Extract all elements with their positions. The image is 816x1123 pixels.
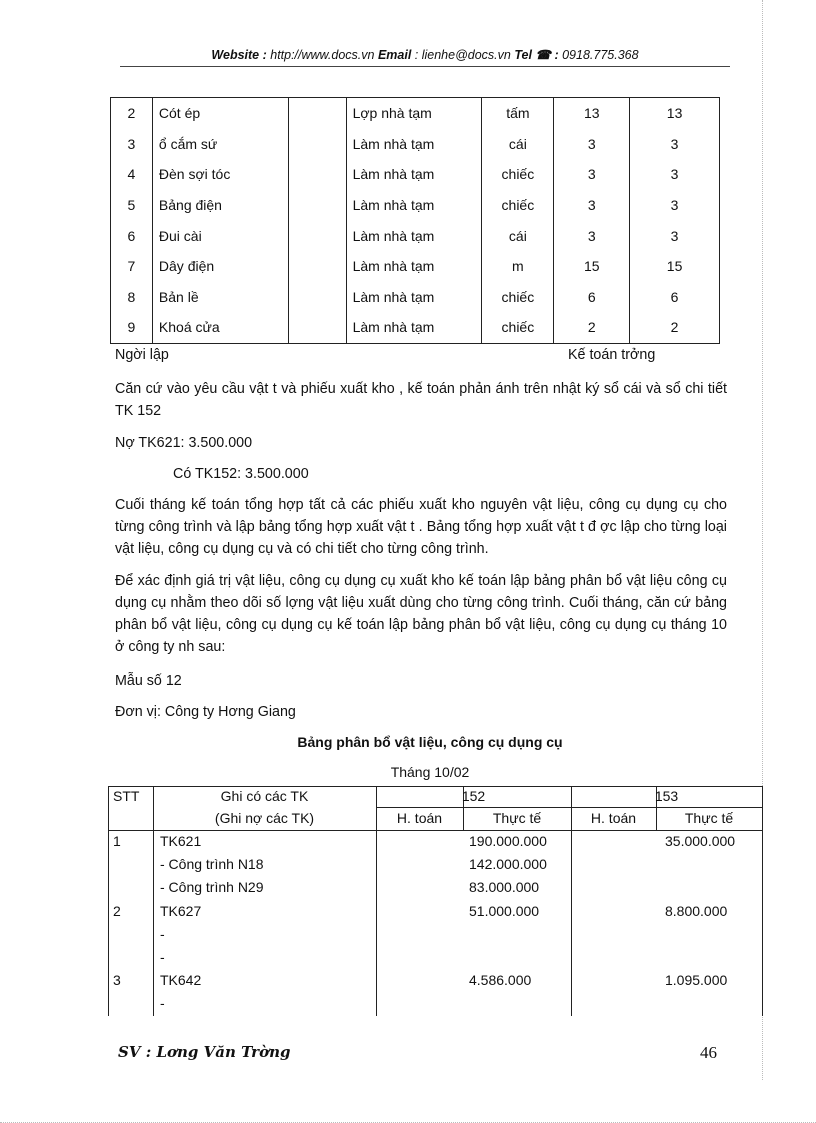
row-actual-153: 8.800.000 <box>665 902 728 919</box>
table-row <box>111 251 720 282</box>
paragraph-debit-entry: Nợ TK621: 3.500.000 <box>115 435 253 451</box>
item-name: ổ cắm sứ <box>152 129 288 160</box>
item-purpose: Lợp nhà tạm <box>346 98 482 129</box>
item-qty-issued: 3 <box>630 220 720 251</box>
tel-label: Tel ☎ : <box>514 48 559 62</box>
paragraph-allocation: Để xác định giá trị vật liệu, công cụ dụng cụ xuất kho kế toán lập bảng phân bổ vật liệu công cụ dụng cụ nhằm theo dõi số lợng vật liệu xuất dùng cho từng công trình. Cuối tháng, căn cứ bảng phân bổ vật liệu, công cụ dụng cụ kế toán lập bảng phân bổ vật liệu, công cụ dụng cụ tháng 10 ở công ty nh sau: <box>115 573 727 655</box>
item-blank <box>288 129 346 160</box>
item-purpose: Làm nhà tạm <box>346 251 482 282</box>
row-account: - Công trình N29 <box>160 879 264 896</box>
row-stt: 1 <box>113 833 121 849</box>
header-planned-152: H. toán <box>396 810 443 826</box>
item-number: 8 <box>111 282 153 313</box>
item-number: 5 <box>111 190 153 221</box>
row-stt: 2 <box>113 902 121 919</box>
item-blank <box>288 190 346 221</box>
allocation-table-title: Bảng phân bổ vật liệu, công cụ dụng cụ <box>297 734 563 750</box>
row-actual-152: 190.000.000 <box>469 833 547 849</box>
item-qty-issued: 2 <box>630 312 720 343</box>
row-account: - <box>160 949 165 965</box>
item-qty-issued: 3 <box>630 190 720 221</box>
row-account: - <box>160 925 165 942</box>
paragraph-basis: Căn cứ vào yêu cầu vật t và phiếu xuất kho , kế toán phản ánh trên nhật ký sổ cái và sổ chi tiết TK 152 <box>115 381 727 419</box>
page-header <box>120 47 730 62</box>
email-label: Email <box>377 48 412 62</box>
item-number: 6 <box>111 220 153 251</box>
item-purpose: Làm nhà tạm <box>346 282 482 313</box>
email-value: : lienhe@docs.vn <box>411 48 515 62</box>
table-row <box>111 98 720 129</box>
row-actual-153: 35.000.000 <box>665 833 736 849</box>
table-row <box>111 282 720 313</box>
website-label: Website : <box>211 48 267 62</box>
row-account: TK627 <box>160 902 202 919</box>
row-actual-152: 83.000.000 <box>469 879 540 896</box>
item-unit: chiếc <box>482 159 554 190</box>
paragraph-credit-entry: Có TK152: 3.500.000 <box>173 466 309 482</box>
item-qty-requested: 6 <box>554 282 630 313</box>
item-qty-requested: 3 <box>554 190 630 221</box>
item-name: Đèn sợi tóc <box>152 159 288 190</box>
header-stt: STT <box>113 788 140 804</box>
row-actual-153: 1.095.000 <box>665 972 728 989</box>
item-purpose: Làm nhà tạm <box>346 159 482 190</box>
item-purpose: Làm nhà tạm <box>346 190 482 221</box>
footer-author: SV : Lơng Văn Trờng <box>118 1043 291 1061</box>
item-unit: chiếc <box>482 312 554 343</box>
item-qty-issued: 6 <box>630 282 720 313</box>
item-blank <box>288 282 346 313</box>
item-purpose: Làm nhà tạm <box>346 129 482 160</box>
grid-line <box>762 786 763 1016</box>
signature-preparer: Ngời lập <box>115 347 169 363</box>
item-qty-requested: 2 <box>554 312 630 343</box>
table-row <box>111 220 720 251</box>
header-account-152: 152 <box>461 788 486 804</box>
grid-line <box>376 807 762 808</box>
item-purpose: Làm nhà tạm <box>346 220 482 251</box>
paragraph-month-end: Cuối tháng kế toán tổng hợp tất cả các phiếu xuất kho nguyên vật liệu, công cụ dụng cụ cho từng công trình và lập bảng tổng hợp xuất vật t . Bảng tổng hợp xuất vật t đ ợc lập cho từng loại vật liệu, công cụ dụng cụ và có chi tiết cho từng công trình. <box>115 497 727 557</box>
item-unit: m <box>482 251 554 282</box>
item-blank <box>288 159 346 190</box>
header-actual-153: Thực tế <box>684 810 734 826</box>
item-unit: cái <box>482 129 554 160</box>
website-value: http://www.docs.vn <box>266 48 378 62</box>
item-name: Dây điện <box>152 251 288 282</box>
allocation-table-subtitle: Tháng 10/02 <box>390 764 470 780</box>
item-qty-requested: 13 <box>554 98 630 129</box>
row-account: - Công trình N18 <box>160 856 264 873</box>
table-row <box>111 312 720 343</box>
grid-line <box>108 786 762 787</box>
item-blank <box>288 220 346 251</box>
item-qty-issued: 3 <box>630 129 720 160</box>
signature-chief-accountant: Kế toán trởng <box>568 347 656 363</box>
item-name: Bảng điện <box>152 190 288 221</box>
item-number: 3 <box>111 129 153 160</box>
header-actual-152: Thực tế <box>492 810 542 826</box>
table-row <box>111 190 720 221</box>
item-name: Bản lề <box>152 282 288 313</box>
header-debit-accounts: (Ghi nợ các TK) <box>214 810 315 826</box>
row-actual-152: 142.000.000 <box>469 856 547 873</box>
item-number: 2 <box>111 98 153 129</box>
form-number: Mẫu số 12 <box>115 673 182 689</box>
item-qty-issued: 15 <box>630 251 720 282</box>
item-qty-issued: 3 <box>630 159 720 190</box>
unit-name: Đơn vị: Công ty Hơng Giang <box>115 704 296 720</box>
materials-table <box>110 97 720 344</box>
item-purpose: Làm nhà tạm <box>346 312 482 343</box>
item-qty-requested: 15 <box>554 251 630 282</box>
item-number: 7 <box>111 251 153 282</box>
row-account: TK621 <box>160 833 202 849</box>
item-unit: chiếc <box>482 190 554 221</box>
table-row <box>111 159 720 190</box>
item-qty-requested: 3 <box>554 129 630 160</box>
row-actual-152: 4.586.000 <box>469 972 532 989</box>
item-unit: tấm <box>482 98 554 129</box>
row-account: TK642 <box>160 972 202 989</box>
header-rule <box>120 66 730 67</box>
item-number: 4 <box>111 159 153 190</box>
row-account: - <box>160 995 165 1012</box>
item-blank <box>288 312 346 343</box>
table-row <box>111 129 720 160</box>
row-stt: 3 <box>113 972 121 989</box>
grid-line <box>108 786 109 1016</box>
item-qty-requested: 3 <box>554 159 630 190</box>
item-qty-requested: 3 <box>554 220 630 251</box>
grid-line <box>108 830 762 831</box>
footer-page-number: 46 <box>700 1043 717 1062</box>
tel-value: 0918.775.368 <box>558 48 639 62</box>
item-name: Khoá cửa <box>152 312 288 343</box>
item-blank <box>288 98 346 129</box>
item-unit: chiếc <box>482 282 554 313</box>
item-qty-issued: 13 <box>630 98 720 129</box>
header-credit-accounts: Ghi có các TK <box>220 788 309 804</box>
header-planned-153: H. toán <box>590 810 637 826</box>
item-number: 9 <box>111 312 153 343</box>
header-account-153: 153 <box>654 788 679 804</box>
item-unit: cái <box>482 220 554 251</box>
item-name: Đui cài <box>152 220 288 251</box>
item-blank <box>288 251 346 282</box>
item-name: Cót ép <box>152 98 288 129</box>
row-actual-152: 51.000.000 <box>469 902 540 919</box>
